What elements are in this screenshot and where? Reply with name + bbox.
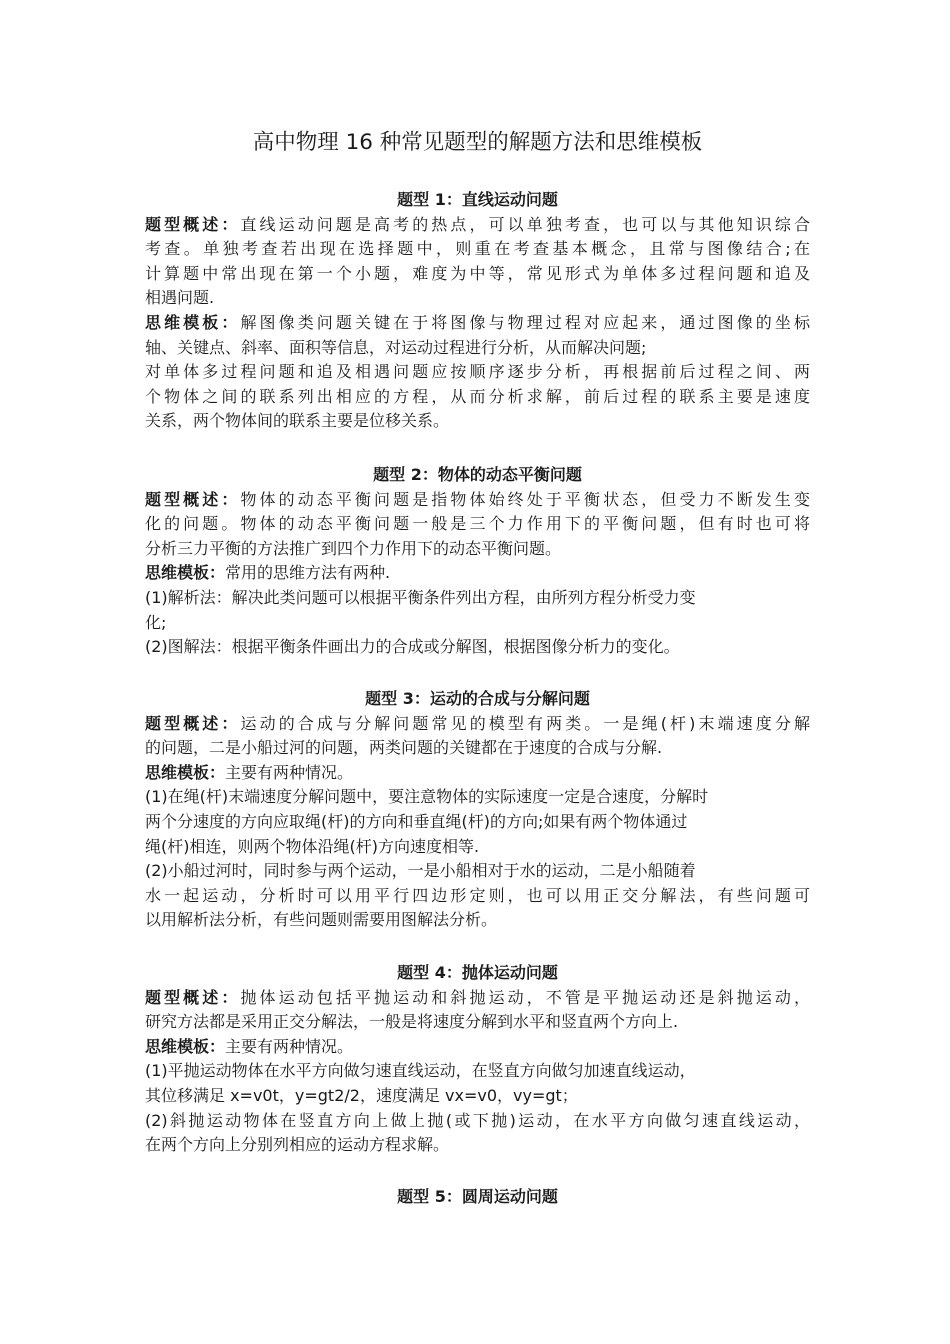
overview-line: 计算题中常出现在第一个小题，难度为中等，常见形式为单体多过程问题和追及 [145, 263, 810, 283]
section-2 [145, 463, 810, 660]
template-line [145, 1035, 810, 1060]
overview-line: 化的问题。物体的动态平衡问题一般是三个力作用下的平衡问题，但有时也可将 [145, 514, 810, 534]
template-label: 思维模板： [145, 762, 226, 782]
section-heading: 题型 2：物体的动态平衡问题 [373, 465, 582, 484]
template-text: 主要有两种情况。 [225, 1036, 354, 1056]
template-line: 水一起运动，分析时可以用平行四边形定则，也可以用正交分解法，有些问题可 [145, 885, 810, 905]
template-line: 个物体之间的联系列出相应的方程，从而分析求解，前后过程的联系主要是速度 [145, 386, 810, 406]
template-line: 化; [145, 612, 167, 632]
template-line: 绳(杆)相连，则两个物体沿绳(杆)方向速度相等. [145, 836, 480, 856]
section-heading: 题型 5：圆周运动问题 [397, 1187, 558, 1206]
section-5 [145, 1185, 810, 1210]
overview-line: 研究方法都是采用正交分解法，一般是将速度分解到水平和竖直两个方向上. [145, 1012, 679, 1032]
overview-line [145, 488, 810, 513]
template-line [145, 761, 810, 786]
overview-line [145, 986, 810, 1011]
overview-label: 题型概述： [145, 987, 241, 1007]
template-line: 关系，两个物体间的联系主要是位移关系。 [145, 411, 450, 431]
section-heading: 题型 4：抛体运动问题 [397, 963, 558, 982]
section-4 [145, 961, 810, 1158]
template-line: 对单体多过程问题和追及相遇问题应按顺序逐步分析，再根据前后过程之间、两 [145, 362, 810, 382]
overview-label: 题型概述： [145, 214, 241, 234]
section-heading: 题型 3：运动的合成与分解问题 [365, 689, 590, 708]
template-text: 常用的思维方法有两种. [225, 563, 391, 583]
section-3 [145, 687, 810, 933]
overview-label: 题型概述： [145, 489, 241, 509]
template-line: (2)小船过河时，同时参与两个运动，一是小船相对于水的运动，二是小船随着 [145, 861, 696, 881]
overview-line: 的问题，二是小船过河的问题，两类问题的关键都在于速度的合成与分解. [145, 738, 663, 758]
template-line: (1)在绳(杆)末端速度分解问题中，要注意物体的实际速度一定是合速度，分解时 [145, 787, 709, 807]
template-line: 轴、关键点、斜率、面积等信息，对运动过程进行分析，从而解决问题; [145, 337, 647, 357]
template-line: (2)图解法：根据平衡条件画出力的合成或分解图，根据图像分析力的变化。 [145, 637, 680, 657]
overview-label: 题型概述： [145, 713, 241, 733]
template-line: 两个分速度的方向应取绳(杆)的方向和垂直绳(杆)的方向;如果有两个物体通过 [145, 811, 688, 831]
template-line: 其位移满足 x=v0t，y=gt2/2，速度满足 vx=v0，vy=gt； [145, 1085, 578, 1105]
overview-text: 运动的合成与分解问题常见的模型有两类。一是绳(杆)末端速度分解 [240, 713, 810, 733]
overview-line [145, 712, 810, 737]
overview-line [145, 213, 810, 238]
overview-text: 抛体运动包括平抛运动和斜抛运动，不管是平抛运动还是斜抛运动， [240, 987, 810, 1007]
template-line: 以用解析法分析，有些问题则需要用图解法分析。 [145, 910, 498, 930]
overview-text: 物体的动态平衡问题是指物体始终处于平衡状态，但受力不断发生变 [240, 489, 810, 509]
template-line [145, 561, 810, 586]
template-line: (1)平抛运动物体在水平方向做匀速直线运动，在竖直方向做匀加速直线运动， [145, 1061, 696, 1081]
overview-line: 分析三力平衡的方法推广到四个力作用下的动态平衡问题。 [145, 538, 562, 558]
template-label: 思维模板： [145, 312, 241, 332]
overview-line: 考查。单独考查若出现在选择题中，则重在考查基本概念，且常与图像结合;在 [145, 239, 810, 259]
template-label: 思维模板： [145, 1036, 226, 1056]
template-line [145, 311, 810, 336]
document-title: 高中物理 16 种常见题型的解题方法和思维模板 [252, 130, 703, 155]
section-heading: 题型 1：直线运动问题 [397, 190, 558, 209]
template-label: 思维模板： [145, 563, 226, 583]
template-text: 主要有两种情况。 [225, 762, 354, 782]
template-text: 解图像类问题关键在于将图像与物理过程对应起来，通过图像的坐标 [240, 312, 810, 332]
section-1 [145, 188, 810, 434]
template-line: 在两个方向上分别列相应的运动方程求解。 [145, 1135, 450, 1155]
template-line: (1)解析法：解决此类问题可以根据平衡条件列出方程，由所列方程分析受力变 [145, 587, 696, 607]
template-line: (2)斜抛运动物体在竖直方向上做上抛(或下抛)运动，在水平方向做匀速直线运动， [145, 1110, 810, 1130]
overview-line: 相遇问题. [145, 288, 215, 308]
overview-text: 直线运动问题是高考的热点，可以单独考查，也可以与其他知识综合 [240, 214, 810, 234]
